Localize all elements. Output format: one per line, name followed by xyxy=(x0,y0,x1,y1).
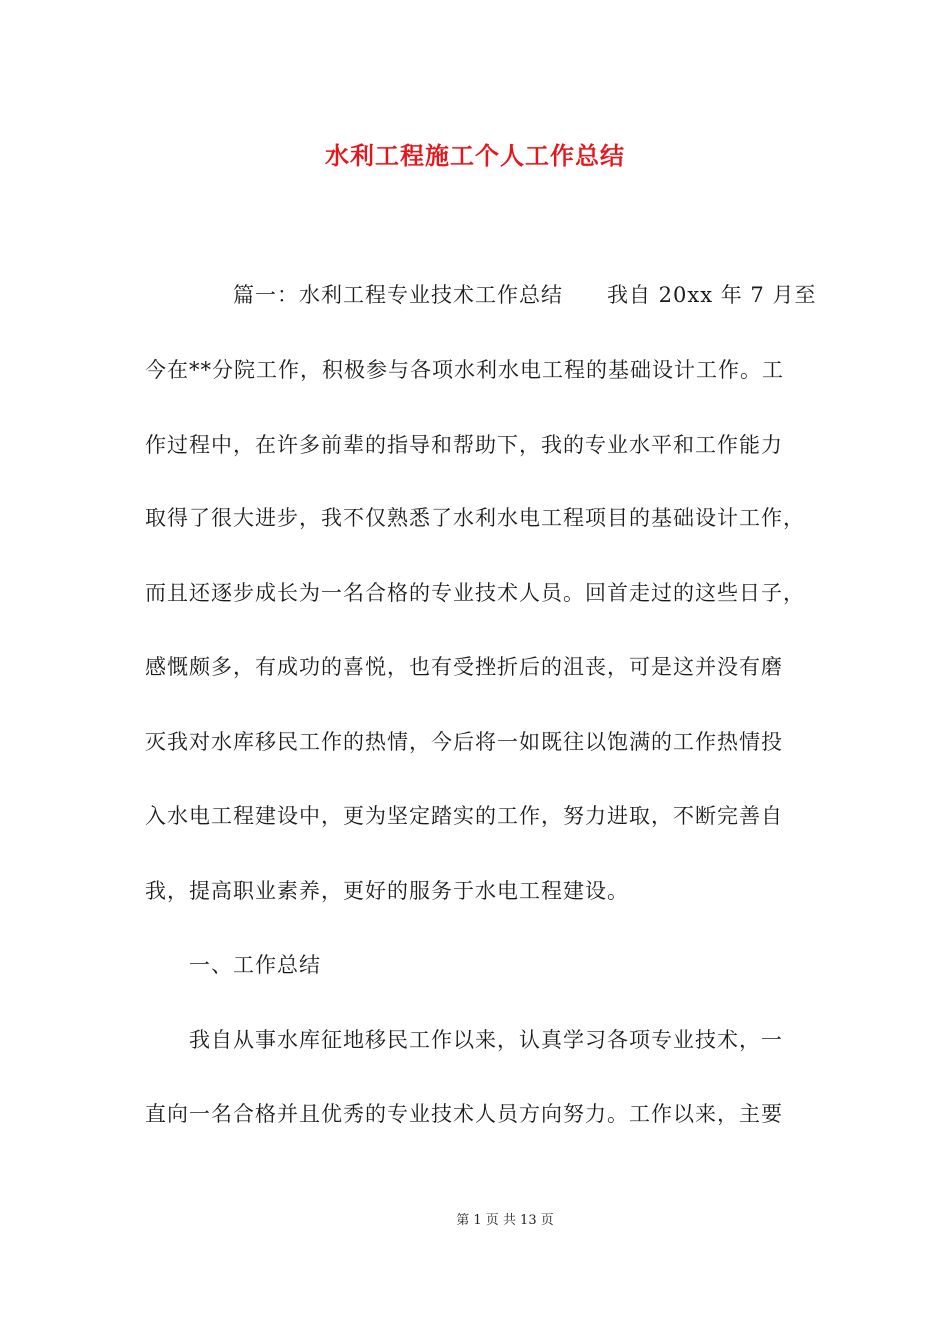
body-line-5: 而且还逐步成长为一名合格的专业技术人员。回首走过的这些日子， xyxy=(145,581,805,605)
body-line-8: 入水电工程建设中，更为坚定踏实的工作，努力进取，不断完善自 xyxy=(145,804,783,828)
body-line-1: 篇一：水利工程专业技术工作总结 我自 20xx 年 7 月至 xyxy=(233,283,817,307)
body-line-3: 作过程中，在许多前辈的指导和帮助下，我的专业水平和工作能力 xyxy=(145,433,783,457)
body-line-9: 我，提高职业素养，更好的服务于水电工程建设。 xyxy=(145,879,629,903)
body-line-11: 我自从事水库征地移民工作以来，认真学习各项专业技术，一 xyxy=(189,1028,783,1052)
body-line-12: 直向一名合格并且优秀的专业技术人员方向努力。工作以来，主要 xyxy=(145,1102,783,1126)
body-line-2: 今在**分院工作，积极参与各项水利水电工程的基础设计工作。工 xyxy=(145,358,784,382)
body-line-4: 取得了很大进步，我不仅熟悉了水利水电工程项目的基础设计工作， xyxy=(145,506,805,530)
page-footer: 第 1 页 共 13 页 xyxy=(456,1213,554,1228)
body-line-7: 灭我对水库移民工作的热情，今后将一如既往以饱满的工作热情投 xyxy=(145,730,783,754)
section-heading: 一、工作总结 xyxy=(189,953,321,977)
document-title: 水利工程施工个人工作总结 xyxy=(325,141,625,170)
body-line-6: 感慨颇多，有成功的喜悦，也有受挫折后的沮丧，可是这并没有磨 xyxy=(145,655,783,679)
